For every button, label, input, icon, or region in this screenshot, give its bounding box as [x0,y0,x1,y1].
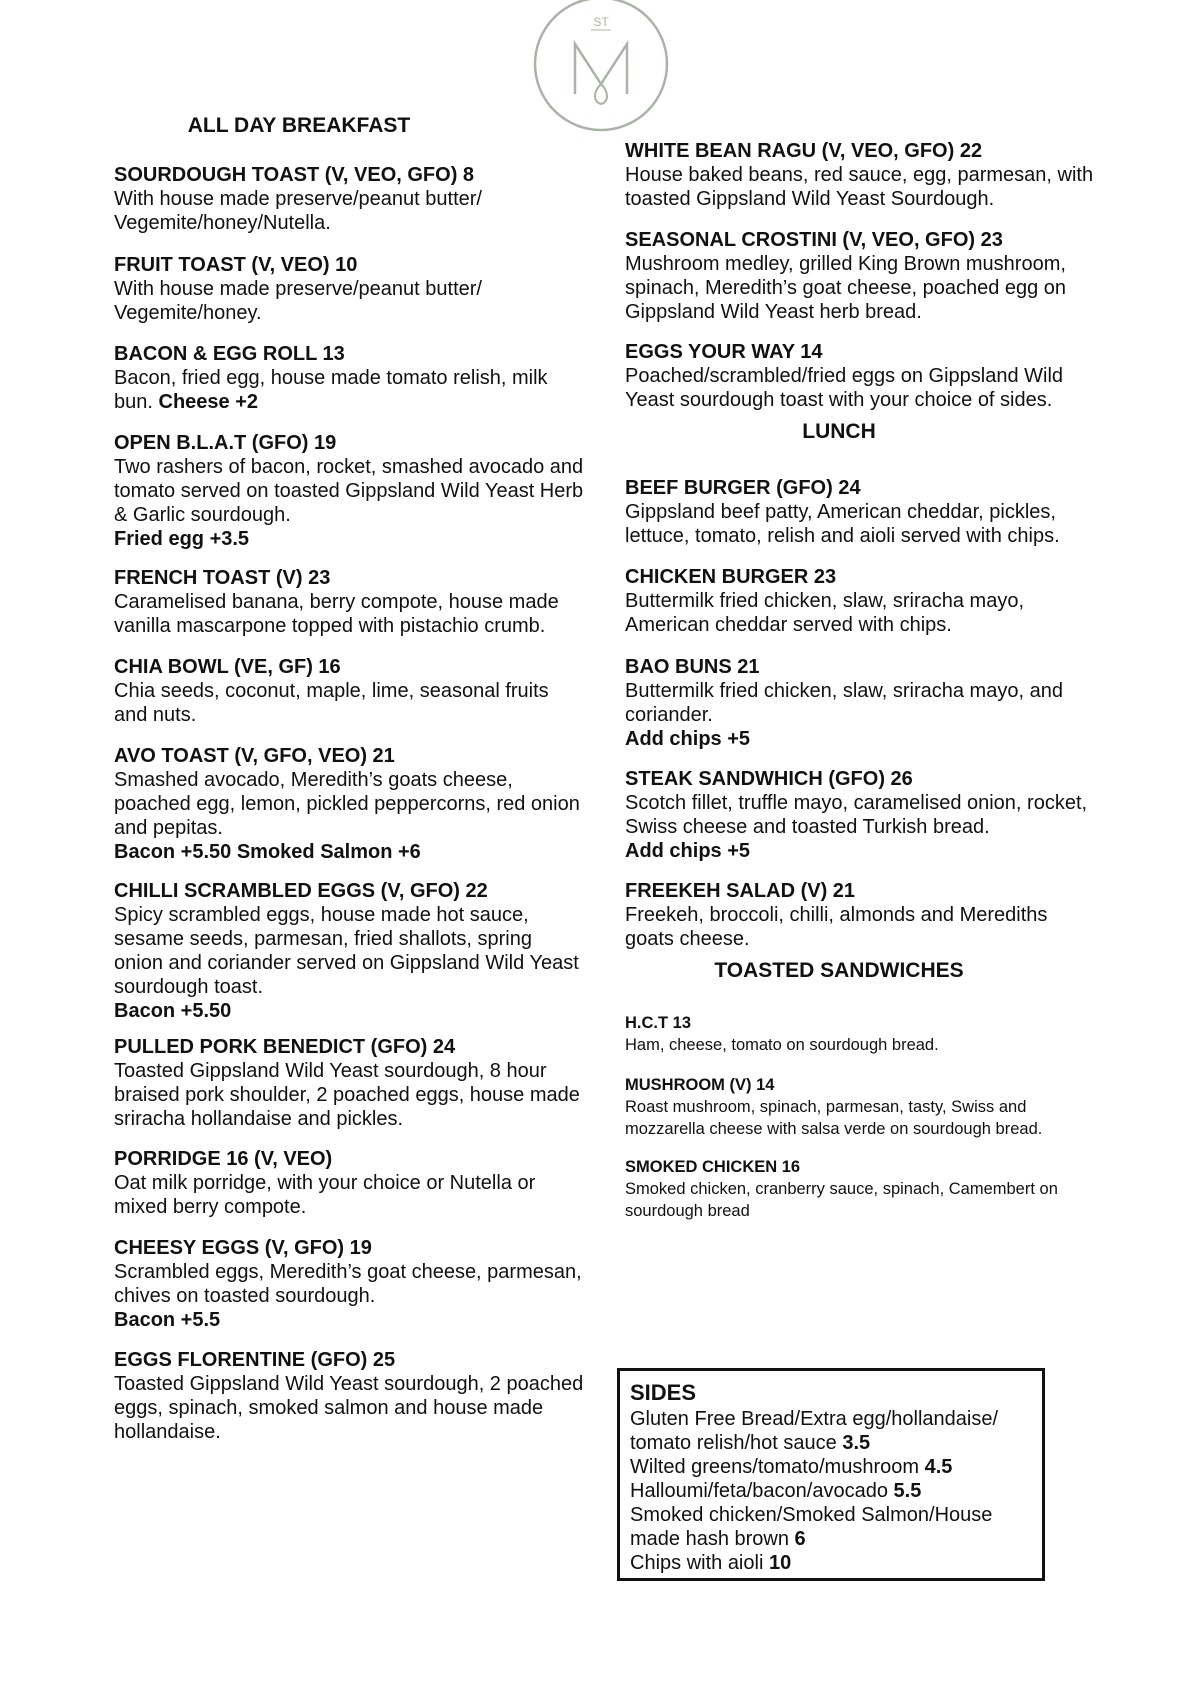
restaurant-logo [531,0,671,134]
menu-item: FRUIT TOAST (V, VEO) 10 With house made preserve/peanut butter/ Vegemite/honey. [114,254,482,324]
menu-item: STEAK SANDWHICH (GFO) 26 Scotch fillet, truffle mayo, caramelised onion, rocket, Swiss cheese and toasted Turkish bread. Add chips +5 [625,768,1088,862]
section-title-toasted: TOASTED SANDWICHES [714,959,964,982]
menu-item: SOURDOUGH TOAST (V, VEO, GFO) 8 With house made preserve/peanut butter/ Vegemite/honey/Nutella. [114,164,482,234]
logo-letters: ST [593,15,609,29]
sides-line: Chips with aioli 10 [630,1552,792,1574]
sides-box [617,1368,1045,1581]
sides-line: Wilted greens/tomato/mushroom 4.5 [630,1456,953,1478]
menu-item: WHITE BEAN RAGU (V, VEO, GFO) 22 House baked beans, red sauce, egg, parmesan, with toasted Gippsland Wild Yeast Sourdough. [625,140,1094,210]
menu-item: EGGS YOUR WAY 14 Poached/scrambled/fried eggs on Gippsland Wild Yeast sourdough toast with your choice of sides. [625,341,1064,411]
sides-line: Smoked chicken/Smoked Salmon/House made hash brown 6 [630,1504,993,1550]
menu-item: H.C.T 13 Ham, cheese, tomato on sourdough bread. [625,1014,939,1054]
menu-item: OPEN B.L.A.T (GFO) 19 Two rashers of bacon, rocket, smashed avocado and tomato served on toasted Gippsland Wild Yeast Herb & Garlic sourdough. Fried egg +3.5 [114,432,584,550]
menu-item: CHIA BOWL (VE, GF) 16 Chia seeds, coconut, maple, lime, seasonal fruits and nuts. [114,656,549,726]
menu-item: FREEKEH SALAD (V) 21 Freekeh, broccoli, chilli, almonds and Merediths goats cheese. [625,880,1048,950]
menu-item: EGGS FLORENTINE (GFO) 25 Toasted Gippsland Wild Yeast sourdough, 2 poached eggs, spinach, smoked salmon and house made hollandaise. [114,1349,584,1443]
menu-item: MUSHROOM (V) 14 Roast mushroom, spinach, parmesan, tasty, Swiss and mozzarella cheese with salsa verde on sourdough bread. [625,1076,1043,1138]
menu-item: BEEF BURGER (GFO) 24 Gippsland beef patty, American cheddar, pickles, lettuce, tomato, relish and aioli served with chips. [625,477,1060,547]
section-title-lunch: LUNCH [802,420,876,443]
menu-item: CHICKEN BURGER 23 Buttermilk fried chicken, slaw, sriracha mayo, American cheddar served with chips. [625,566,1025,636]
menu-item: CHILLI SCRAMBLED EGGS (V, GFO) 22 Spicy scrambled eggs, house made hot sauce, sesame seeds, parmesan, fried shallots, spring onion and coriander served on Gippsland Wild Yeast sourdough toast. Bacon +5.50 [114,880,579,1022]
menu-item: FRENCH TOAST (V) 23 Caramelised banana, berry compote, house made vanilla mascarpone topped with pistachio crumb. [114,567,559,637]
sides-line: Halloumi/feta/bacon/avocado 5.5 [630,1480,922,1502]
sides-title: SIDES [630,1380,697,1405]
menu-item: AVO TOAST (V, GFO, VEO) 21 Smashed avocado, Meredith’s goats cheese, poached egg, lemon, pickled peppercorns, red onion and pepitas. Bacon +5.50 Smoked Salmon +6 [114,745,580,863]
menu-item: BAO BUNS 21 Buttermilk fried chicken, slaw, sriracha mayo, and coriander. Add chips +5 [625,656,1063,750]
menu-item: BACON & EGG ROLL 13 Bacon, fried egg, house made tomato relish, milk bun. Cheese +2 [114,343,548,413]
section-title-breakfast: ALL DAY BREAKFAST [187,114,411,137]
menu-item: CHEESY EGGS (V, GFO) 19 Scrambled eggs, Meredith’s goat cheese, parmesan, chives on toasted sourdough. Bacon +5.5 [114,1237,582,1331]
menu-item: PULLED PORK BENEDICT (GFO) 24 Toasted Gippsland Wild Yeast sourdough, 8 hour braised pork shoulder, 2 poached eggs, house made sriracha hollandaise and pickles. [114,1036,580,1130]
menu-item: PORRIDGE 16 (V, VEO) Oat milk porridge, with your choice or Nutella or mixed berry compote. [114,1148,536,1218]
menu-item: SMOKED CHICKEN 16 Smoked chicken, cranberry sauce, spinach, Camembert on sourdough bread [625,1158,1058,1220]
menu-item: SEASONAL CROSTINI (V, VEO, GFO) 23 Mushroom medley, grilled King Brown mushroom, spinach, Meredith’s goat cheese, poached egg on Gippsland Wild Yeast herb bread. [625,229,1067,323]
logo-m-icon [575,44,627,94]
sides-line: Gluten Free Bread/Extra egg/hollandaise/ tomato relish/hot sauce 3.5 [630,1408,998,1454]
